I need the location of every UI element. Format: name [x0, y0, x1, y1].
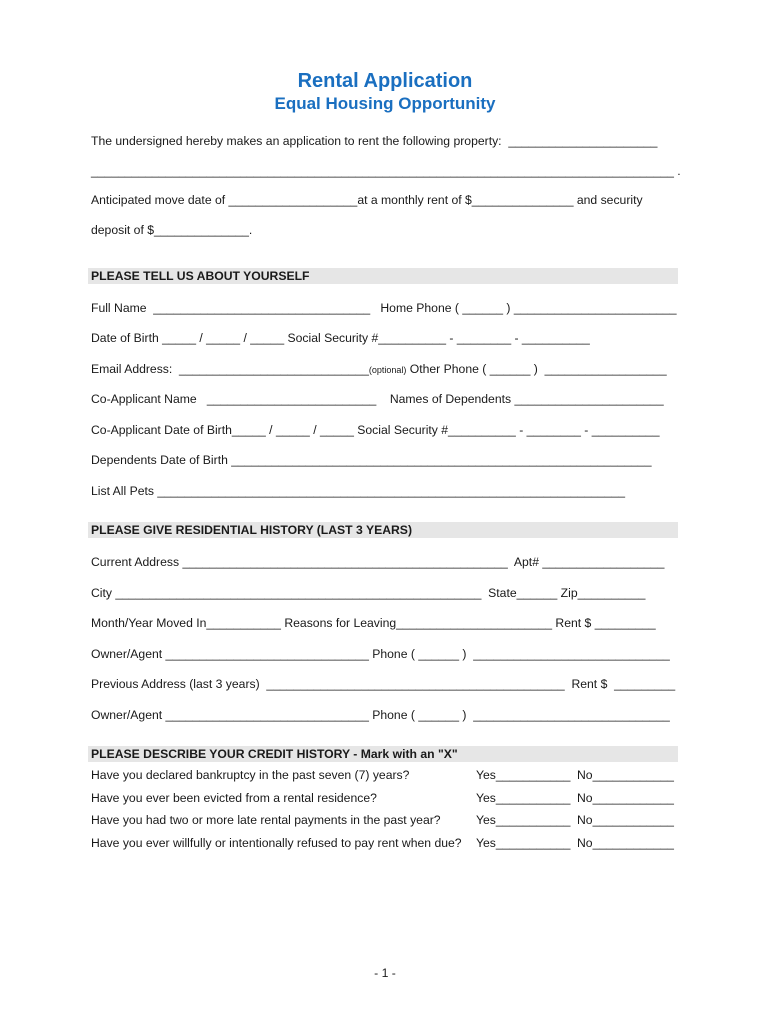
email-field: Email Address: ____________________________ — [91, 362, 369, 376]
previous-address-field: Previous Address (last 3 years) ____________________________________________ Rent $ _________ — [91, 677, 676, 691]
city-field: City ______________________________________________________ State______ Zip__________ — [91, 586, 646, 600]
property-line: The undersigned hereby makes an application to rent the following property: ______________________ — [91, 134, 658, 148]
credit-question: Have you declared bankruptcy in the past seven (7) years? — [91, 768, 410, 782]
move-date-rent-line: Anticipated move date of ___________________at a monthly rent of $_______________ and security — [91, 193, 643, 207]
section-heading-credit-history: PLEASE DESCRIBE YOUR CREDIT HISTORY - Mark with an "X" — [88, 746, 678, 762]
property-line-continued: ______________________________________________________________________________________ . — [91, 164, 681, 178]
email-field-row — [91, 361, 667, 378]
document-title: Rental Application — [297, 70, 473, 92]
co-applicant-dob-field: Co-Applicant Date of Birth_____ / _____ / _____ Social Security #__________ - ________ - __________ — [91, 423, 660, 437]
credit-no-field: No____________ — [577, 768, 674, 782]
credit-yes-field: Yes___________ — [476, 813, 571, 827]
credit-no-field: No____________ — [577, 791, 674, 805]
credit-no-field: No____________ — [577, 813, 674, 827]
date-of-birth-field: Date of Birth _____ / _____ / _____ Social Security #__________ - ________ - __________ — [91, 331, 590, 345]
previous-owner-agent-field: Owner/Agent ______________________________ Phone ( ______ ) _____________________________ — [91, 708, 670, 722]
co-applicant-name-field: Co-Applicant Name _________________________ Names of Dependents ______________________ — [91, 392, 664, 406]
credit-yes-field: Yes___________ — [476, 791, 571, 805]
credit-question: Have you had two or more late rental payments in the past year? — [91, 813, 441, 827]
credit-yes-field: Yes___________ — [476, 836, 571, 850]
pets-field: List All Pets _____________________________________________________________________ — [91, 484, 626, 498]
deposit-line: deposit of $______________. — [91, 223, 253, 237]
full-name-field: Full Name ________________________________ Home Phone ( ______ ) ________________________ — [91, 301, 677, 315]
dependents-dob-field: Dependents Date of Birth ______________________________________________________________ — [91, 453, 652, 467]
owner-agent-field: Owner/Agent ______________________________ Phone ( ______ ) _____________________________ — [91, 647, 670, 661]
page-number: - 1 - — [374, 966, 396, 980]
optional-note: (optional) — [368, 365, 407, 375]
document-subtitle: Equal Housing Opportunity — [274, 94, 496, 113]
credit-question: Have you ever been evicted from a rental residence? — [91, 791, 377, 805]
credit-question: Have you ever willfully or intentionally refused to pay rent when due? — [91, 836, 462, 850]
section-heading-about-yourself: PLEASE TELL US ABOUT YOURSELF — [88, 268, 678, 284]
moved-in-field: Month/Year Moved In___________ Reasons for Leaving_______________________ Rent $ _________ — [91, 616, 656, 630]
section-heading-residential-history: PLEASE GIVE RESIDENTIAL HISTORY (LAST 3 YEARS) — [88, 522, 678, 538]
other-phone-field: Other Phone ( ______ ) __________________ — [406, 362, 667, 376]
credit-yes-field: Yes___________ — [476, 768, 571, 782]
credit-no-field: No____________ — [577, 836, 674, 850]
current-address-field: Current Address ________________________________________________ Apt# __________________ — [91, 555, 665, 569]
